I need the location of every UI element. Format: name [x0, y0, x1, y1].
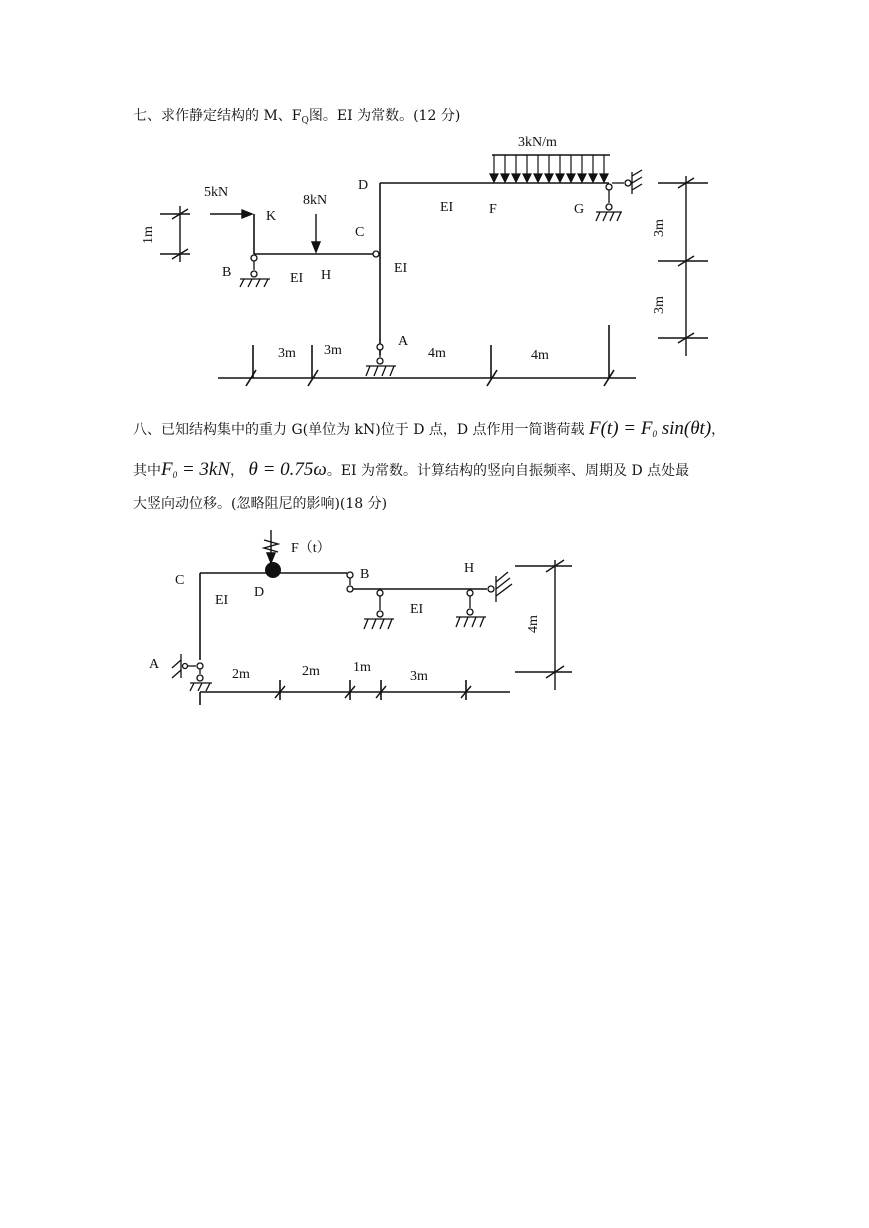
q8-point-h: H — [464, 561, 475, 576]
q7-point-b: B — [222, 265, 232, 280]
q8-point-a: A — [149, 657, 160, 672]
q8-line-3: 大竖向动位移。(忽略阻尼的影响)(18 分) — [133, 496, 388, 512]
q7-dim-4m-b: 4m — [531, 348, 549, 363]
q7-ei-column: EI — [394, 261, 408, 276]
q7-ei-top: EI — [440, 200, 454, 215]
q8-point-c: C — [175, 573, 185, 588]
q8-dim-2m-a: 2m — [232, 667, 250, 682]
q7-point-f: F — [489, 202, 497, 217]
q8-dim-2m-b: 2m — [302, 664, 320, 679]
q7-heading-prefix: 七、求作静定结构的 M、F — [133, 108, 302, 124]
q8-structure-diagram — [0, 520, 869, 720]
q7-8kn-label: 8kN — [303, 193, 328, 208]
q7-point-d: D — [358, 178, 369, 193]
q7-structure-diagram — [0, 0, 869, 400]
q7-point-g: G — [574, 202, 585, 217]
q7-point-h: H — [321, 268, 332, 283]
q7-heading-suffix: 图。EI 为常数。(12 分) — [308, 108, 461, 124]
q8-point-b: B — [360, 567, 370, 582]
q8-ei-right: EI — [410, 602, 424, 617]
q8-line-2: 其中$F_0 = 3kN$， θ = 0.75ω。EI 为常数。计算结构的竖向自振频率、周期及 D 点处最 — [133, 459, 690, 480]
q7-dim-3m-v2: 3m — [652, 296, 667, 314]
q7-point-a: A — [398, 334, 409, 349]
q7-ei-left: EI — [290, 271, 304, 286]
q7-dim-3m-b: 3m — [324, 343, 342, 358]
q8-dim-1m: 1m — [353, 660, 371, 675]
q7-dim-4m-a: 4m — [428, 346, 446, 361]
q8-ei-left: EI — [215, 593, 229, 608]
q7-dim-1m: 1m — [141, 226, 156, 244]
q7-point-c: C — [355, 225, 365, 240]
q7-dim-3m-v1: 3m — [652, 219, 667, 237]
q8-formula-f0: $F_0 = 3kN$ — [161, 459, 231, 480]
q7-point-k: K — [266, 209, 277, 224]
q8-formula-theta: θ = 0.75ω — [248, 459, 327, 480]
q7-heading-sub: Q — [301, 116, 309, 126]
q8-ft-label: F（t） — [291, 541, 331, 556]
q8-point-d: D — [254, 585, 265, 600]
q8-dim-4m: 4m — [526, 615, 541, 633]
q8-line-1-text: 八、已知结构集中的重力 G(单位为 kN)位于 D 点，D 点作用一简谐荷载 — [133, 422, 585, 438]
q7-dist-load-label: 3kN/m — [518, 135, 557, 150]
q8-dim-3m: 3m — [410, 669, 428, 684]
q8-line-1: 八、已知结构集中的重力 G(单位为 kN)位于 D 点，D 点作用一简谐荷载 $F(t) = F_0$ sin(θt)， — [133, 418, 726, 439]
q7-dim-3m-a: 3m — [278, 346, 296, 361]
q8-formula-ft: $F(t) = F_0$ sin(θt) — [589, 418, 712, 439]
q7-5kn-label: 5kN — [204, 185, 229, 200]
